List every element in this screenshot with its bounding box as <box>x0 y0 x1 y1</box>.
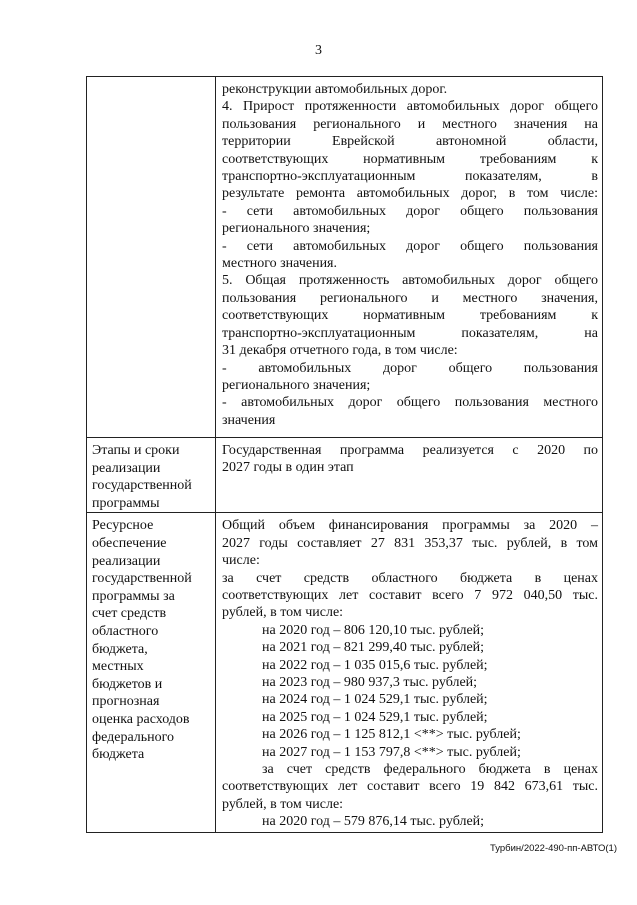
text-line: местных <box>92 659 144 675</box>
text-line: программы <box>92 495 160 511</box>
text-line: 31 декабря отчетного года, в том числе: <box>222 343 458 359</box>
text-line: регионального значения; <box>222 377 371 393</box>
text-line: счет средств <box>92 606 167 622</box>
text-line: результате ремонта автомобильных дорог, в том числе: <box>222 186 598 202</box>
text-line: обеспечение <box>92 535 167 551</box>
year-line: на 2023 год – 980 937,3 тыс. рублей; <box>262 675 478 691</box>
text-line: - автомобильных дорог общего пользования <box>222 360 598 376</box>
row3-right-cell <box>216 513 603 833</box>
text-line: 4. Прирост протяженности автомобильных дорог общего <box>222 99 598 115</box>
page-number: 3 <box>315 43 322 58</box>
table-row <box>87 513 603 833</box>
text-line: соответствующих лет составит всего 7 972 040,50 тыс. <box>222 588 598 603</box>
text-line: программы за <box>92 588 175 604</box>
text-line: Ресурсное <box>92 518 154 534</box>
text-line: пользования регионального и местного значения, <box>222 290 598 306</box>
text-line: пользования регионального и местного значения на <box>222 116 598 132</box>
text-line: местного значения. <box>222 256 337 272</box>
document-footer-code: Турбин/2022-490-пп-АВТО(1) <box>489 843 617 854</box>
text-line: числе: <box>222 553 260 569</box>
text-line: транспортно-эксплуатационным показателям, на <box>222 325 598 341</box>
text-line: областного <box>92 623 159 639</box>
table-row <box>87 438 603 513</box>
text-line: государственной <box>92 478 192 494</box>
text-line: реализации <box>92 553 161 569</box>
text-line: территории Еврейской автономной области, <box>222 134 598 150</box>
row1-right-cell <box>216 77 603 438</box>
year-line: на 2024 год – 1 024 529,1 тыс. рублей; <box>262 692 488 708</box>
text-line: прогнозная <box>92 694 160 710</box>
row2-right-cell <box>216 438 603 513</box>
text-line: соответствующих нормативным требованиям к <box>222 308 598 324</box>
year-line: на 2020 год – 579 876,14 тыс. рублей; <box>262 814 485 830</box>
text-line: оценка расходов <box>92 711 190 727</box>
row1-left-cell <box>87 77 216 438</box>
text-line: 2027 годы в один этап <box>222 460 354 476</box>
text-line: государственной <box>92 571 192 587</box>
text-line: реконструкции автомобильных дорог. <box>222 82 448 97</box>
text-line: бюджета, <box>92 641 148 657</box>
passport-table <box>86 76 603 833</box>
year-line: на 2025 год – 1 024 529,1 тыс. рублей; <box>262 709 488 725</box>
text-line: 5. Общая протяженность автомобильных дорог общего <box>222 273 598 289</box>
text-line: регионального значения; <box>222 221 371 237</box>
text-line: соответствующих лет составит всего 19 842 673,61 тыс. <box>222 779 598 795</box>
text-line: рублей, в том числе: <box>222 796 344 812</box>
text-line: за счет средств федерального бюджета в ценах <box>262 762 598 778</box>
text-line: за счет средств областного бюджета в ценах <box>222 570 598 586</box>
row3-left-cell <box>87 513 216 833</box>
text-line: - сети автомобильных дорог общего пользования <box>222 203 598 219</box>
text-line: соответствующих нормативным требованиям к <box>222 151 598 167</box>
text-line: транспортно-эксплуатационным показателям, в <box>222 169 598 185</box>
text-line: значения <box>222 412 276 428</box>
year-line: на 2021 год – 821 299,40 тыс. рублей; <box>262 640 485 656</box>
text-line: - автомобильных дорог общего пользования местного <box>222 395 598 411</box>
text-line: бюджета <box>92 747 145 763</box>
table-row <box>87 77 603 438</box>
year-line: на 2022 год – 1 035 015,6 тыс. рублей; <box>262 657 488 673</box>
text-line: бюджетов и <box>92 676 163 692</box>
text-line: федерального <box>92 729 175 745</box>
text-line: Общий объем финансирования программы за 2020 – <box>222 518 598 534</box>
text-line: Этапы и сроки <box>92 443 180 458</box>
text-line: реализации <box>92 460 161 476</box>
text-line: 2027 годы составляет 27 831 353,37 тыс. рублей, в том <box>222 535 598 551</box>
text-line: Государственная программа реализуется с 2020 по <box>222 443 598 458</box>
year-line: на 2026 год – 1 125 812,1 <**> тыс. рублей; <box>262 727 521 743</box>
year-line: на 2027 год – 1 153 797,8 <**> тыс. рублей; <box>262 744 521 760</box>
row2-left-cell <box>87 438 216 513</box>
text-line: рублей, в том числе: <box>222 605 344 621</box>
text-line: - сети автомобильных дорог общего пользования <box>222 238 598 254</box>
year-line: на 2020 год – 806 120,10 тыс. рублей; <box>262 622 485 638</box>
